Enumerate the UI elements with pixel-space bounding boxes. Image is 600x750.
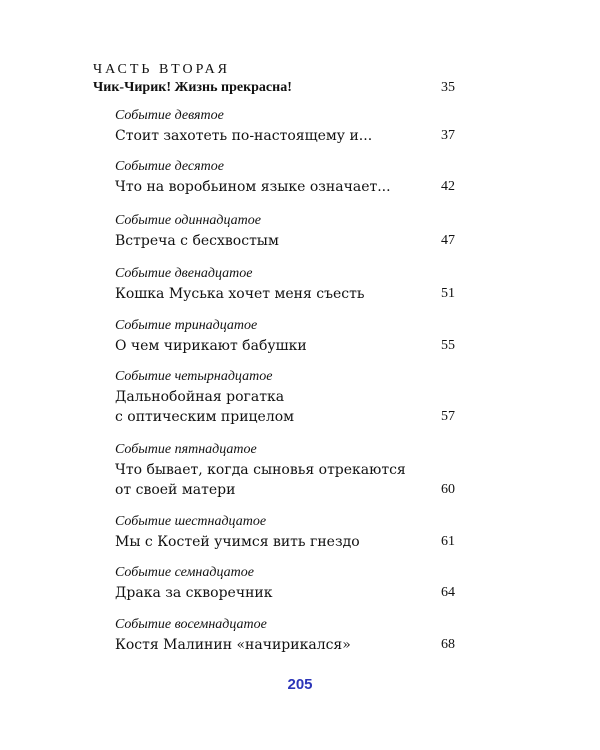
part-title: Чик-Чирик! Жизнь прекрасна! [93, 80, 292, 95]
entry-page-number: 47 [441, 233, 455, 248]
toc-entry [115, 563, 455, 603]
entry-page-number: 60 [441, 482, 455, 497]
toc-entry [115, 157, 455, 197]
entry-title-line: Стоит захотеть по-настоящему и... [115, 128, 373, 144]
event-label: Событие тринадцатое [115, 318, 258, 333]
entry-title-line: Костя Малинин «начирикался» [115, 637, 351, 653]
event-label: Событие двенадцатое [115, 266, 253, 281]
toc-entry [115, 211, 455, 251]
toc-entry [115, 615, 455, 655]
toc-entry [115, 264, 455, 304]
event-label: Событие десятое [115, 159, 224, 174]
toc-entry [115, 367, 455, 427]
entry-page-number: 51 [441, 286, 455, 301]
entry-title-line: Что бывает, когда сыновья отрекаются [115, 462, 406, 478]
event-label: Событие восемнадцатое [115, 617, 267, 632]
toc-entry [115, 440, 455, 500]
event-label: Событие пятнадцатое [115, 442, 257, 457]
entry-page-number: 55 [441, 338, 455, 353]
part-page-number: 35 [441, 80, 455, 95]
toc-entry [115, 512, 455, 552]
entry-page-number: 61 [441, 534, 455, 549]
entry-title-line: Встреча с бесхвостым [115, 233, 279, 249]
entry-title-line: Что на воробьином языке означает... [115, 179, 391, 195]
event-label: Событие одиннадцатое [115, 213, 261, 228]
entry-page-number: 64 [441, 585, 455, 600]
toc-entry [115, 316, 455, 356]
entry-title-line: Кошка Муська хочет меня съесть [115, 286, 365, 302]
entry-title-line: Дальнобойная рогатка [115, 389, 285, 405]
entry-page-number: 37 [441, 128, 455, 143]
page-number: 205 [287, 676, 313, 693]
event-label: Событие шестнадцатое [115, 514, 267, 529]
entry-page-number: 42 [441, 179, 455, 194]
entry-title-line: с оптическим прицелом [115, 409, 295, 425]
entry-page-number: 57 [441, 409, 455, 424]
entry-page-number: 68 [441, 637, 455, 652]
event-label: Событие семнадцатое [115, 565, 254, 580]
part-label: ЧАСТЬ ВТОРАЯ [93, 62, 231, 77]
toc-entry [115, 106, 455, 146]
entry-title-line: Мы с Костей учимся вить гнездо [115, 534, 360, 550]
entry-title-line: Драка за скворечник [115, 585, 273, 601]
entry-title-line: О чем чирикают бабушки [115, 338, 307, 354]
event-label: Событие четырнадцатое [115, 369, 273, 384]
event-label: Событие девятое [115, 108, 224, 123]
entry-title-line: от своей матери [115, 482, 236, 498]
